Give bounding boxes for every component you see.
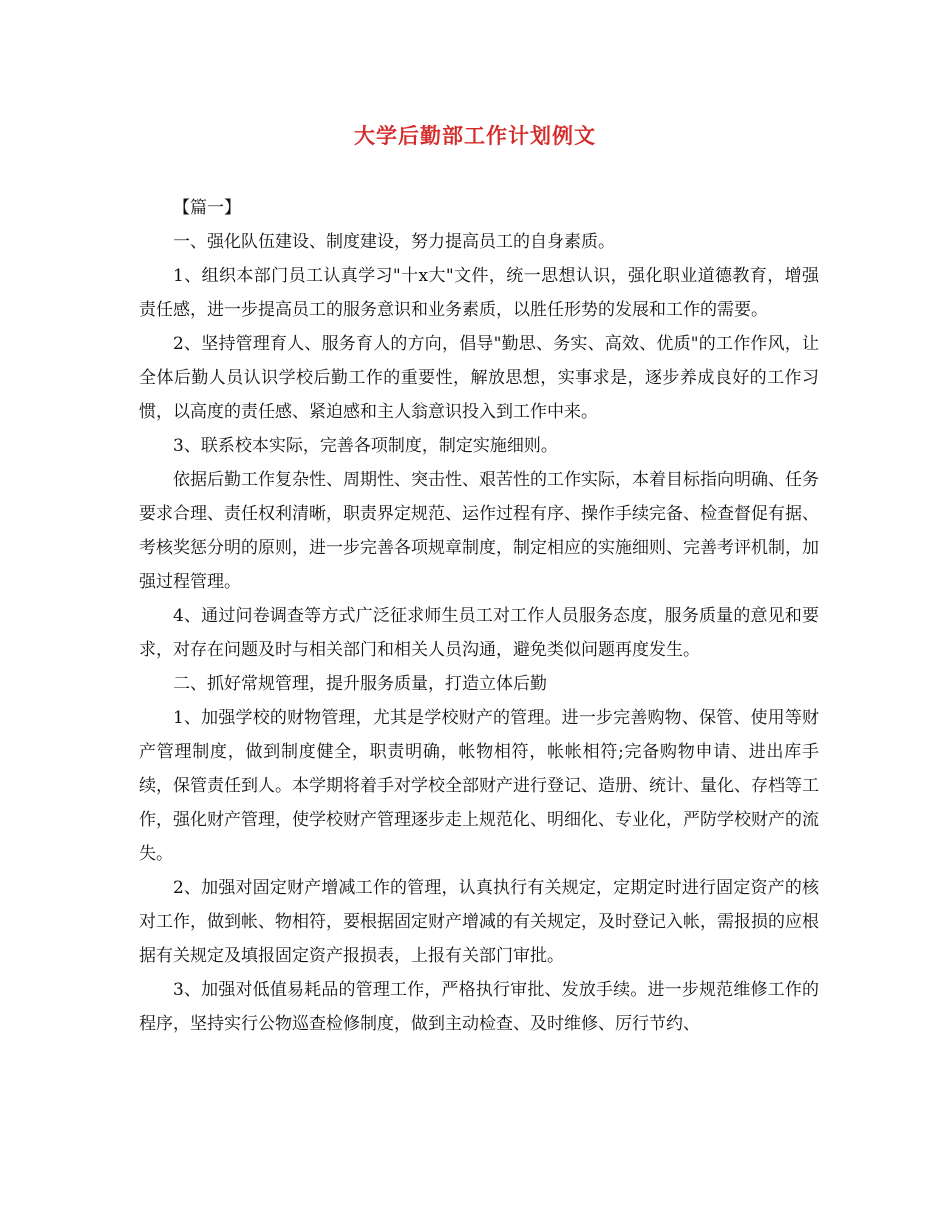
heading-1: 一、强化队伍建设、制度建设，努力提高员工的自身素质。 bbox=[173, 232, 615, 252]
paragraph: 4、通过问卷调查等方式广泛征求师生员工对工作人员服务态度，服务质量的意见和要求，对存在问题及时与相关部门和相关人员沟通，避免类似问题再度发生。 bbox=[139, 606, 819, 660]
document-body bbox=[139, 191, 819, 1041]
paragraph: 2、坚持管理育人、服务育人的方向，倡导"勤思、务实、高效、优质"的工作作风，让全体后勤人员认识学校后勤工作的重要性，解放思想，实事求是，逐步养成良好的工作习惯，以高度的责任感、紧迫感和主人翁意识投入到工作中来。 bbox=[139, 334, 819, 422]
section-label: 【篇一】 bbox=[173, 198, 241, 218]
paragraph: 依据后勤工作复杂性、周期性、突击性、艰苦性的工作实际，本着目标指向明确、任务要求合理、责任权利清晰，职责界定规范、运作过程有序、操作手续完备、检查督促有据、考核奖惩分明的原则，进一步完善各项规章制度，制定相应的实施细则、完善考评机制，加强过程管理。 bbox=[139, 470, 819, 592]
heading-2: 二、抓好常规管理，提升服务质量，打造立体后勤 bbox=[173, 674, 547, 694]
paragraph: 1、加强学校的财物管理，尤其是学校财产的管理。进一步完善购物、保管、使用等财产管理制度，做到制度健全，职责明确，帐物相符，帐帐相符;完备购物申请、进出库手续，保管责任到人。本学期将着手对学校全部财产进行登记、造册、统计、量化、存档等工作，强化财产管理，使学校财产管理逐步走上规范化、明细化、专业化，严防学校财产的流失。 bbox=[139, 708, 819, 864]
paragraph: 1、组织本部门员工认真学习"十x大"文件，统一思想认识，强化职业道德教育，增强责任感，进一步提高员工的服务意识和业务素质，以胜任形势的发展和工作的需要。 bbox=[139, 266, 819, 320]
paragraph: 3、联系校本实际，完善各项制度，制定实施细则。 bbox=[173, 436, 558, 456]
paragraph: 2、加强对固定财产增减工作的管理，认真执行有关规定，定期定时进行固定资产的核对工作，做到帐、物相符，要根据固定财产增减的有关规定，及时登记入帐，需报损的应根据有关规定及填报固定资产报损表，上报有关部门审批。 bbox=[139, 878, 819, 966]
paragraph: 3、加强对低值易耗品的管理工作，严格执行审批、发放手续。进一步规范维修工作的程序，坚持实行公物巡查检修制度，做到主动检查、及时维修、厉行节约、 bbox=[139, 980, 819, 1034]
document-title: 大学后勤部工作计划例文 bbox=[354, 123, 596, 148]
